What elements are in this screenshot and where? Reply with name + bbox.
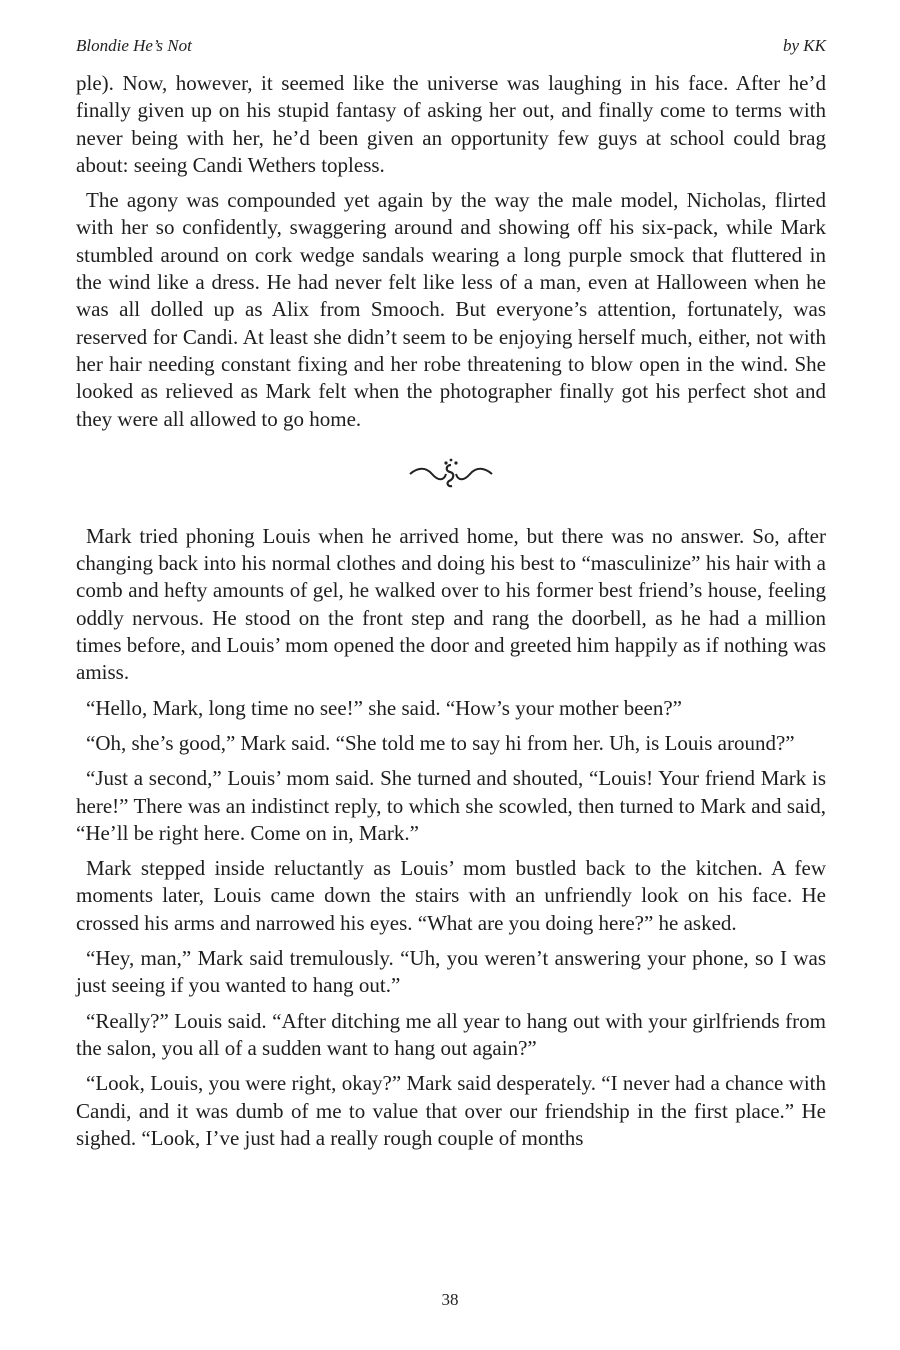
book-title: Blondie He’s Not xyxy=(76,36,192,55)
paragraph: “Really?” Louis said. “After ditching me all year to hang out with your girlfriends from the salon, you all of a sudden want to hang out again?” xyxy=(76,1008,826,1060)
page-body xyxy=(76,70,826,1160)
paragraph: Mark tried phoning Louis when he arrived home, but there was no answer. So, after changing back into his normal clothes and doing his best to “masculinize” his hair with a comb and hefty amounts of gel, he walked over to his former best friend’s house, feeling oddly nervous. He stood on the front step and rang the doorbell, as he had a million times before, and Louis’ mom opened the door and greeted him happily as if nothing was amiss. xyxy=(76,523,826,685)
book-author: by KK xyxy=(783,36,826,55)
paragraph: “Oh, she’s good,” Mark said. “She told me to say hi from her. Uh, is Louis around?” xyxy=(86,730,795,755)
paragraph: “Hey, man,” Mark said tremulously. “Uh, you weren’t answering your phone, so I was just seeing if you wanted to hang out.” xyxy=(76,946,826,998)
paragraph: ple). Now, however, it seemed like the universe was laughing in his face. After he’d finally given up on his stupid fantasy of asking her out, and finally come to terms with never being with her, he’d been given an opportunity few guys at school could brag about: seeing Candi Wethers topless. xyxy=(76,71,826,177)
paragraph: “Just a second,” Louis’ mom said. She turned and shouted, “Louis! Your friend Mark is here!” There was an indistinct reply, to which she scowled, then turned to Mark and said, “He’ll be right here. Come on in, Mark.” xyxy=(76,766,826,845)
paragraph: Mark stepped inside reluctantly as Louis’ mom bustled back to the kitchen. A few moments later, Louis came down the stairs with an unfriendly look on his face. He crossed his arms and narrowed his eyes. “What are you doing here?” he asked. xyxy=(76,856,826,935)
section-separator xyxy=(76,443,826,505)
paragraph: “Hello, Mark, long time no see!” she said. “How’s your mother been?” xyxy=(86,695,682,720)
ornamental-divider-icon xyxy=(406,457,496,491)
running-header xyxy=(76,36,826,58)
page-number: 38 xyxy=(441,1290,459,1309)
paragraph: The agony was compounded yet again by the way the male model, Nicholas, flirted with her so confidently, swaggering around and showing off his six-pack, while Mark stumbled around on cork wedge sandals wearing a long purple smock that fluttered in the wind like a dress. He had never felt like less of a man, even at Halloween when he was all dolled up as Alix from Smooch. But everyone’s attention, fortunately, was reserved for Candi. At least she didn’t seem to be enjoying herself much, either, not with her hair needing constant fixing and her robe threatening to blow open in the wind. She looked as relieved as Mark felt when the photographer finally got his perfect shot and they were all allowed to go home. xyxy=(76,188,826,431)
paragraph: “Look, Louis, you were right, okay?” Mark said desperately. “I never had a chance with Candi, and it was dumb of me to value that over our friendship in the first place.” He sighed. “Look, I’ve just had a really rough couple of months xyxy=(76,1071,826,1150)
